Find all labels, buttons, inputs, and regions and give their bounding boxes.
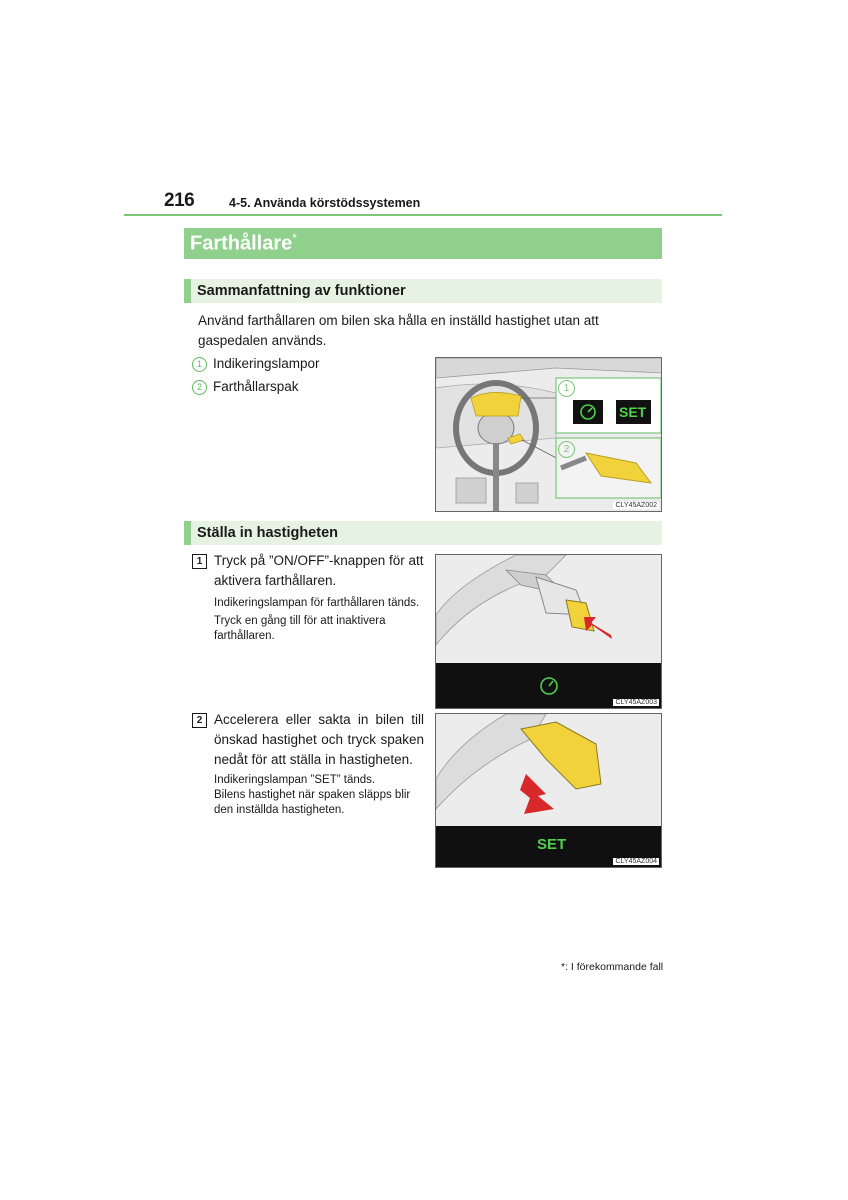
item-number-1: 1 — [192, 357, 207, 372]
image-code: CLY45AZ002 — [615, 502, 657, 509]
summary-item-2 — [192, 377, 299, 397]
item-label-1: Indikeringslampor — [213, 356, 320, 371]
step-1-note-2: Tryck en gång till för att inaktivera farthållaren. — [214, 615, 386, 642]
step-number-1: 1 — [192, 554, 207, 569]
set-indicator-text: SET — [619, 404, 647, 420]
lever-onoff-drawing — [436, 555, 662, 709]
step-1-illustration — [435, 554, 662, 709]
dashboard-illustration — [435, 357, 662, 512]
set-speed-heading-bar — [184, 521, 662, 545]
dashboard-drawing — [436, 358, 662, 512]
set-display-text: SET — [537, 836, 567, 853]
set-speed-heading: Ställa in hastigheten — [197, 525, 338, 541]
step-2-illustration — [435, 713, 662, 868]
footnote-marker: * — [292, 231, 297, 245]
image-code: CLY45AZ003 — [615, 699, 657, 706]
header-rule — [124, 214, 722, 216]
page-title — [190, 231, 297, 256]
callout-1: 1 — [558, 380, 581, 398]
summary-item-1 — [192, 354, 320, 374]
image-code: CLY45AZ004 — [615, 858, 657, 865]
step-1-note-1: Indikeringslampan för farthållaren tänds. — [214, 597, 420, 609]
step-2-text: Accelerera eller sakta in bilen till önskad hastighet och tryck spaken nedåt för att ställa in hastigheten. — [214, 712, 424, 767]
summary-heading: Sammanfattning av funktioner — [197, 283, 406, 299]
item-number-2: 2 — [192, 380, 207, 395]
item-label-2: Farthållarspak — [213, 379, 299, 394]
footnote: *: I förekommande fall — [561, 961, 664, 973]
step-2-note-1: Indikeringslampan ”SET” tänds. — [214, 774, 376, 786]
section-title: 4-5. Använda körstödssystemen — [229, 196, 421, 210]
step-number-2: 2 — [192, 713, 207, 728]
page-title-text: Farthållare — [190, 232, 293, 255]
callout-2: 2 — [558, 441, 581, 459]
page-number: 216 — [164, 190, 195, 211]
step-2-note-2: Bilens hastighet när spaken släpps blir den inställda hastigheten. — [214, 789, 411, 816]
summary-intro: Använd farthållaren om bilen ska hålla en inställd hastighet utan att gaspedalen används. — [198, 313, 599, 348]
summary-heading-bar — [184, 279, 662, 303]
step-1-text: Tryck på ”ON/OFF”-knappen för att aktivera farthållaren. — [214, 553, 424, 588]
